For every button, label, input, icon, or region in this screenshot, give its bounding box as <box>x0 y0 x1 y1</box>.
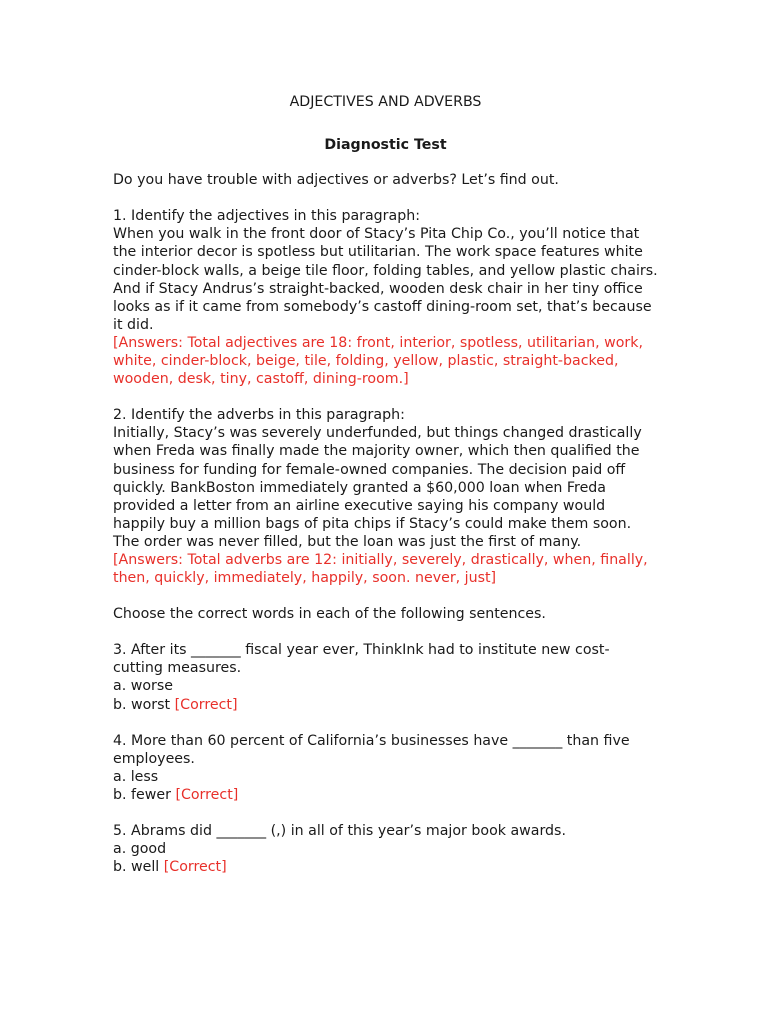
question-4-option-a: a. less <box>113 768 159 785</box>
question-1-answer: [Answers: Total adjectives are 18: front, interior, spotless, utilitarian, work, white, cinder-block, beige, tile, folding, yellow, plastic, straight-backed, wooden, desk, tiny, castoff, dining-room.] <box>113 334 643 388</box>
question-3-correct-mark: [Correct] <box>174 696 238 713</box>
question-4 <box>113 732 658 804</box>
question-3 <box>113 641 658 713</box>
question-3-option-b <box>113 696 658 714</box>
question-2-prompt: 2. Identify the adverbs in this paragraph: <box>113 407 405 424</box>
question-1-paragraph: When you walk in the front door of Stacy’s Pita Chip Co., you’ll notice that the interior decor is spotless but utilitarian. The work space features white cinder-block walls, a beige tile floor, folding tables, and yellow plastic chairs. And if Stacy Andrus’s straight-backed, wooden desk chair in her tiny office looks as if it came from somebody’s castoff dining-room set, that’s because it did. <box>113 226 658 333</box>
question-2-paragraph: Initially, Stacy’s was severely underfunded, but things changed drastically when Freda was finally made the majority owner, which then qualified the business for funding for female-owned companies. The decision paid off quickly. BankBoston immediately granted a $60,000 loan when Freda provided a letter from an airline executive saying his company would happily buy a million bags of pita chips if Stacy’s could make them soon. The order was never filled, but the loan was just the first of many. <box>113 425 642 550</box>
question-5-option-b <box>113 858 658 876</box>
question-5-prompt: 5. Abrams did _______ (,) in all of this year’s major book awards. <box>113 823 566 839</box>
intro-text: Do you have trouble with adjectives or adverbs? Let’s find out. <box>113 172 559 189</box>
question-1-prompt: 1. Identify the adjectives in this paragraph: <box>113 208 420 225</box>
question-3-option-a: a. worse <box>113 678 173 695</box>
document-title: ADJECTIVES AND ADVERBS <box>289 94 482 110</box>
document-subtitle: Diagnostic Test <box>324 137 447 154</box>
question-1 <box>113 207 658 388</box>
question-4-option-b-text: b. fewer <box>113 786 171 803</box>
question-5-option-b-text: b. well <box>113 859 160 876</box>
question-3-prompt: 3. After its _______ fiscal year ever, ThinkInk had to institute new cost-cutting measures. <box>113 642 610 677</box>
document-page <box>113 93 658 876</box>
question-5-correct-mark: [Correct] <box>163 859 227 876</box>
question-4-correct-mark: [Correct] <box>175 786 239 803</box>
question-4-option-b <box>113 786 658 804</box>
question-2-answer: [Answers: Total adverbs are 12: initially, severely, drastically, when, finally, then, quickly, immediately, happily, soon. never, just] <box>113 551 648 587</box>
instruction-text: Choose the correct words in each of the following sentences. <box>113 606 546 623</box>
question-2 <box>113 406 658 587</box>
question-3-option-b-text: b. worst <box>113 696 171 713</box>
question-4-prompt: 4. More than 60 percent of California’s businesses have _______ than five employees. <box>113 732 630 767</box>
question-5 <box>113 822 658 876</box>
question-5-option-a: a. good <box>113 841 167 858</box>
